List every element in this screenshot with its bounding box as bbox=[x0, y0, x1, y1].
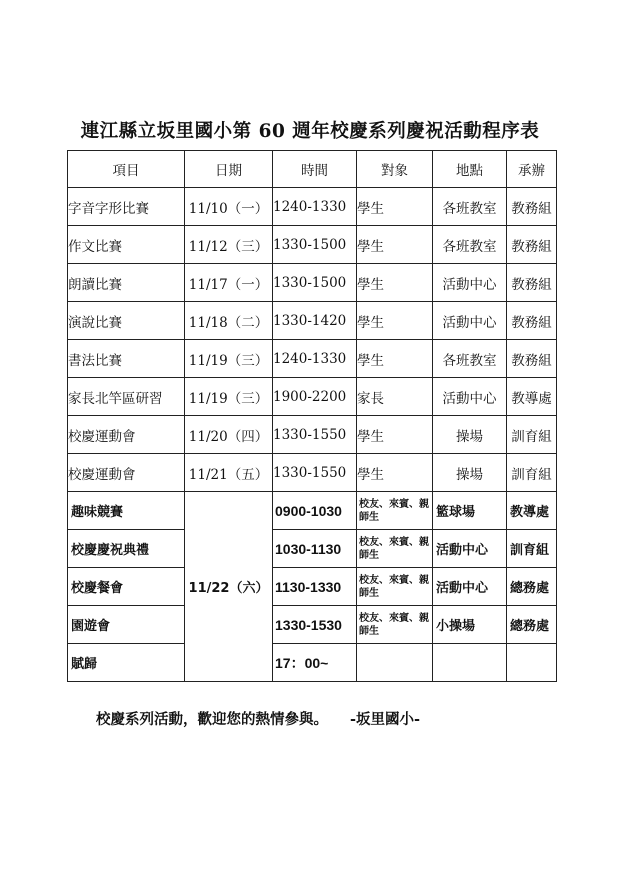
table-row bbox=[68, 302, 557, 340]
cell-organizer: 訓育組 bbox=[507, 416, 557, 454]
cell-item: 作文比賽 bbox=[68, 226, 185, 264]
table-row bbox=[68, 264, 557, 302]
cell-organizer: 訓育組 bbox=[507, 454, 557, 492]
header-date: 日期 bbox=[185, 151, 273, 188]
table-row bbox=[68, 416, 557, 454]
header-item: 項目 bbox=[68, 151, 185, 188]
cell-item: 朗讀比賽 bbox=[68, 264, 185, 302]
cell-audience: 學生 bbox=[357, 264, 433, 302]
cell-time: 1330-1550 bbox=[273, 416, 357, 454]
cell-audience: 學生 bbox=[357, 226, 433, 264]
cell-audience: 學生 bbox=[357, 454, 433, 492]
cell-location: 籃球場 bbox=[433, 492, 507, 530]
cell-audience: 校友、來賓、親師生 bbox=[357, 492, 433, 530]
cell-time: 1900-2200 bbox=[273, 378, 357, 416]
table-row bbox=[68, 188, 557, 226]
cell-item: 書法比賽 bbox=[68, 340, 185, 378]
cell-location: 各班教室 bbox=[433, 226, 507, 264]
cell-audience: 校友、來賓、親師生 bbox=[357, 568, 433, 606]
cell-location: 各班教室 bbox=[433, 188, 507, 226]
cell-organizer: 教務組 bbox=[507, 340, 557, 378]
cell-item: 賦歸 bbox=[68, 644, 185, 682]
cell-time: 1240-1330 bbox=[273, 340, 357, 378]
cell-item: 校慶慶祝典禮 bbox=[68, 530, 185, 568]
header-organizer: 承辦 bbox=[507, 151, 557, 188]
header-row bbox=[68, 151, 557, 188]
cell-location bbox=[433, 644, 507, 682]
cell-date: 11/18（二） bbox=[185, 302, 273, 340]
cell-item: 趣味競賽 bbox=[68, 492, 185, 530]
cell-location: 活動中心 bbox=[433, 378, 507, 416]
cell-organizer: 教務組 bbox=[507, 188, 557, 226]
cell-time: 1330-1500 bbox=[273, 264, 357, 302]
table-row bbox=[68, 530, 557, 568]
cell-organizer: 總務處 bbox=[507, 568, 557, 606]
cell-location: 活動中心 bbox=[433, 264, 507, 302]
cell-item: 校慶運動會 bbox=[68, 416, 185, 454]
cell-audience: 學生 bbox=[357, 188, 433, 226]
page-title: 連江縣立坂里國小第 60 週年校慶系列慶祝活動程序表 bbox=[80, 121, 540, 142]
table-row bbox=[68, 226, 557, 264]
cell-location: 活動中心 bbox=[433, 568, 507, 606]
cell-item: 演說比賽 bbox=[68, 302, 185, 340]
cell-time: 0900-1030 bbox=[273, 492, 357, 530]
cell-location: 操場 bbox=[433, 416, 507, 454]
cell-time: 1240-1330 bbox=[273, 188, 357, 226]
cell-location: 各班教室 bbox=[433, 340, 507, 378]
cell-date-merged: 11/22（六） bbox=[185, 492, 273, 682]
cell-organizer: 教導處 bbox=[507, 378, 557, 416]
cell-time: 1330-1420 bbox=[273, 302, 357, 340]
cell-organizer: 教導處 bbox=[507, 492, 557, 530]
cell-time: 1030-1130 bbox=[273, 530, 357, 568]
cell-date: 11/19（三） bbox=[185, 378, 273, 416]
table-row bbox=[68, 568, 557, 606]
cell-date: 11/21（五） bbox=[185, 454, 273, 492]
cell-item: 校慶運動會 bbox=[68, 454, 185, 492]
footer-signature: -坂里國小- bbox=[350, 711, 421, 728]
cell-location: 活動中心 bbox=[433, 530, 507, 568]
cell-organizer: 總務處 bbox=[507, 606, 557, 644]
table-row bbox=[68, 454, 557, 492]
table-row bbox=[68, 606, 557, 644]
header-time: 時間 bbox=[273, 151, 357, 188]
header-audience: 對象 bbox=[357, 151, 433, 188]
cell-date: 11/19（三） bbox=[185, 340, 273, 378]
cell-item: 校慶餐會 bbox=[68, 568, 185, 606]
cell-item: 家長北竿區研習 bbox=[68, 378, 185, 416]
cell-audience: 學生 bbox=[357, 416, 433, 454]
schedule-table bbox=[67, 150, 557, 682]
cell-item: 園遊會 bbox=[68, 606, 185, 644]
cell-organizer: 教務組 bbox=[507, 264, 557, 302]
table-row bbox=[68, 378, 557, 416]
cell-time: 1330-1530 bbox=[273, 606, 357, 644]
cell-organizer bbox=[507, 644, 557, 682]
cell-audience bbox=[357, 644, 433, 682]
cell-audience: 學生 bbox=[357, 340, 433, 378]
table-row bbox=[68, 492, 557, 530]
cell-location: 小操場 bbox=[433, 606, 507, 644]
footer bbox=[96, 708, 420, 729]
cell-date: 11/10（一） bbox=[185, 188, 273, 226]
table-row bbox=[68, 340, 557, 378]
cell-organizer: 訓育組 bbox=[507, 530, 557, 568]
cell-date: 11/20（四） bbox=[185, 416, 273, 454]
cell-date: 11/12（三） bbox=[185, 226, 273, 264]
footer-message: 校慶系列活動，歡迎您的熱情參與。 bbox=[96, 711, 328, 728]
cell-time: 1330-1500 bbox=[273, 226, 357, 264]
cell-item: 字音字形比賽 bbox=[68, 188, 185, 226]
cell-audience: 學生 bbox=[357, 302, 433, 340]
header-location: 地點 bbox=[433, 151, 507, 188]
cell-organizer: 教務組 bbox=[507, 226, 557, 264]
cell-date: 11/17（一） bbox=[185, 264, 273, 302]
cell-location: 活動中心 bbox=[433, 302, 507, 340]
cell-location: 操場 bbox=[433, 454, 507, 492]
cell-time: 17：00~ bbox=[273, 644, 357, 682]
cell-audience: 校友、來賓、親師生 bbox=[357, 606, 433, 644]
cell-organizer: 教務組 bbox=[507, 302, 557, 340]
cell-time: 1130-1330 bbox=[273, 568, 357, 606]
cell-time: 1330-1550 bbox=[273, 454, 357, 492]
cell-audience: 家長 bbox=[357, 378, 433, 416]
table-row bbox=[68, 644, 557, 682]
cell-audience: 校友、來賓、親師生 bbox=[357, 530, 433, 568]
